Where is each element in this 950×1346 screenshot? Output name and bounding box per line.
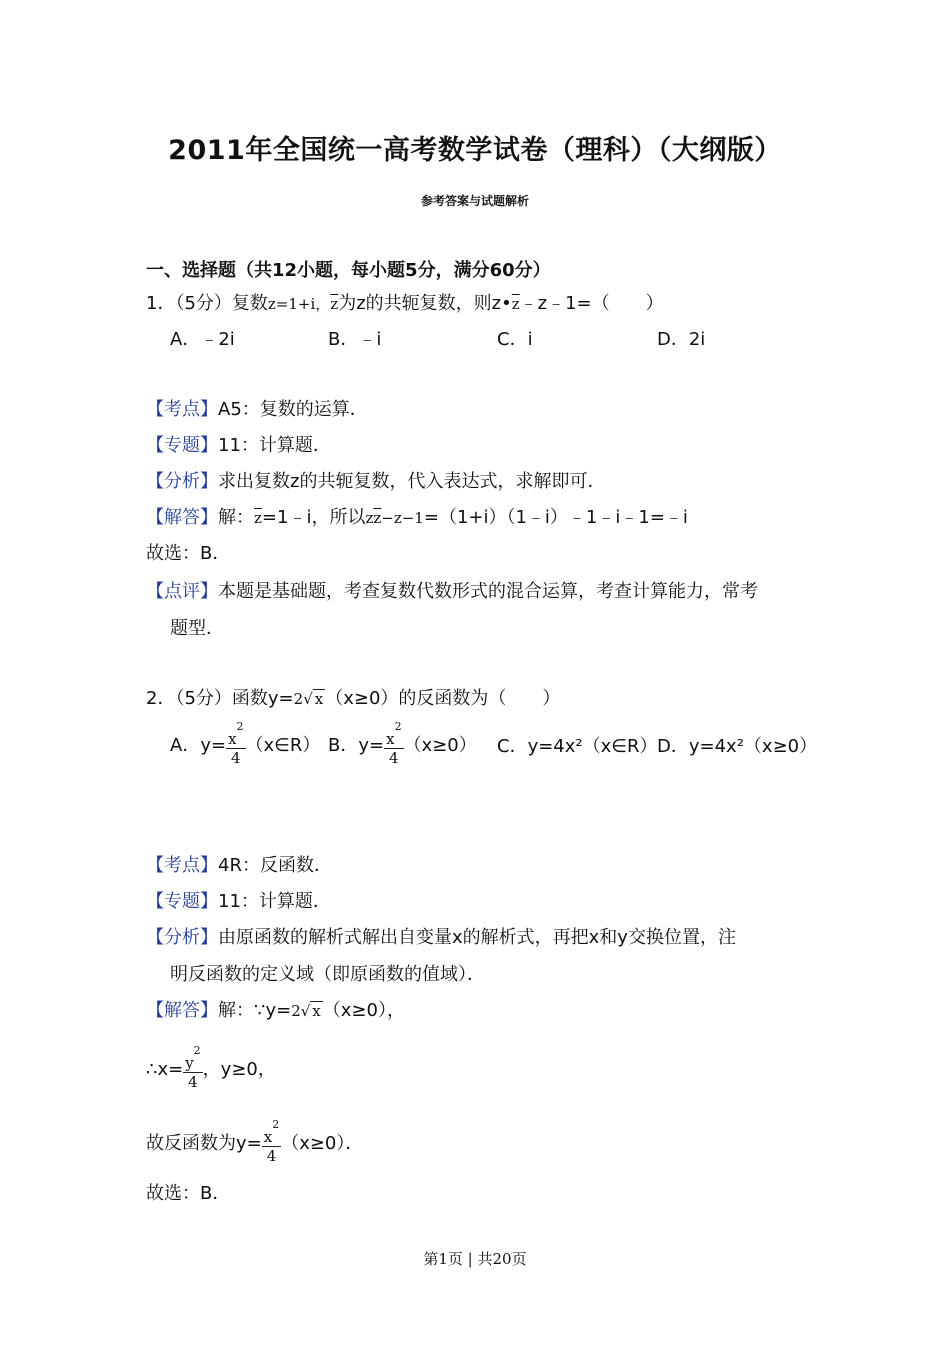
q1-guxuan: 故选：B． [146, 543, 231, 564]
q2-option-c: C．y=4x²（x∈R） [497, 736, 658, 757]
q2-jieda-sqrt: 2√ x [291, 1002, 321, 1020]
q2-stem-a: 2．（5分）函数y= [146, 688, 294, 709]
q2-sqrt: 2√ x [293, 690, 324, 708]
q1-dianping [146, 580, 758, 604]
q2-inverse-num: x [263, 1127, 273, 1146]
q2-option-b-frac [384, 719, 403, 767]
q2-therefore [146, 1043, 276, 1094]
q1-z-def: z=1+i， [267, 295, 331, 313]
q2-zhuanti-text: 11：计算题． [218, 891, 331, 912]
q2-jieda-tag: 【解答】 [146, 1000, 218, 1021]
q2-jieda-radicand: x [312, 1002, 321, 1020]
q2-jieda-coef: 2 [291, 1002, 301, 1020]
q2-fenxi-tag: 【分析】 [146, 927, 218, 948]
q2-guxuan: 故选：B． [146, 1183, 231, 1204]
page-footer: 第1页 | 共20页 [423, 1250, 527, 1268]
q2-jieda-a: 解：∵y= [218, 1000, 292, 1021]
q2-option-d: D．y=4x²（x≥0） [657, 736, 818, 757]
q2-inverse-frac [262, 1117, 281, 1165]
q2-option-b-label: B．y= [328, 735, 385, 756]
q2-inverse-b: （x≥0）． [281, 1133, 364, 1154]
q2-option-a-label: A．y= [170, 735, 227, 756]
q2-option-a-sup: 2 [236, 719, 244, 733]
page-title: 2011年全国统一高考数学试卷（理科）（大纲版） [168, 135, 782, 166]
q1-stem [146, 292, 664, 316]
q2-therefore-a: ∴x= [146, 1059, 184, 1080]
q1-stem-c: ﹣z﹣1=（ ） [519, 293, 664, 314]
q2-fenxi-text-1: 由原函数的解析式解出自变量x的解析式，再把x和y交换位置，注 [218, 927, 736, 948]
q1-fenxi-text: 求出复数z的共轭复数，代入表达式，求解即可． [218, 471, 606, 492]
q2-inverse [146, 1117, 364, 1168]
q2-coef: 2 [293, 690, 304, 708]
q2-option-a [170, 719, 321, 770]
q1-option-b: B．﹣i [328, 329, 382, 350]
q2-kaodian [146, 854, 332, 878]
q2-option-a-den: 4 [231, 748, 241, 767]
q2-option-a-num: x [228, 729, 237, 748]
q1-stem-a: 1．（5分）复数 [146, 293, 268, 314]
q1-fenxi-tag: 【分析】 [146, 471, 218, 492]
q2-inverse-sup: 2 [272, 1117, 280, 1131]
q1-jieda-b: =1﹣i，所以 [261, 507, 366, 528]
q2-option-b-den: 4 [389, 748, 399, 767]
q2-radicand: x [314, 690, 324, 708]
q2-zhuanti [146, 890, 331, 914]
q1-jieda-expr-a: z [365, 509, 374, 527]
q1-option-a: A．﹣2i [170, 329, 235, 350]
page-subtitle: 参考答案与试题解析 [420, 194, 529, 208]
q1-jieda-zbar: $\overline{z}$ [254, 509, 262, 527]
q2-option-b-sup: 2 [394, 719, 402, 733]
q2-therefore-frac [183, 1043, 202, 1091]
q1-jieda [146, 506, 688, 530]
q2-inverse-a: 故反函数为y= [146, 1133, 262, 1154]
q1-zhuanti-tag: 【专题】 [146, 435, 218, 456]
q2-kaodian-text: 4R：反函数． [218, 855, 332, 876]
q2-therefore-b: ，y≥0， [202, 1059, 276, 1080]
q1-stem-b: 为z的共轭复数，则z• [338, 293, 512, 314]
q2-jieda [146, 999, 405, 1023]
q1-dianping-text-2: 题型． [170, 618, 224, 639]
q1-fenxi [146, 470, 605, 494]
section-heading: 一、选择题（共12小题，每小题5分，满分60分） [146, 260, 551, 281]
q2-kaodian-tag: 【考点】 [146, 855, 218, 876]
q1-jieda-expr-b: $\overline{z}$ [373, 509, 382, 527]
q1-dianping-tag: 【点评】 [146, 581, 218, 602]
q1-zbar: $\overline{z}$ [330, 295, 339, 313]
q2-zhuanti-tag: 【专题】 [146, 891, 218, 912]
q1-kaodian-tag: 【考点】 [146, 399, 218, 420]
q2-therefore-den: 4 [188, 1072, 198, 1091]
q1-option-c: C．i [497, 329, 533, 350]
q1-kaodian [146, 398, 368, 422]
q1-zhuanti [146, 434, 331, 458]
q1-jieda-expr-c: −z−1 [381, 509, 424, 527]
q2-therefore-num: y [185, 1053, 194, 1072]
q1-option-d: D．2i [657, 329, 706, 350]
q1-kaodian-text: A5：复数的运算． [218, 399, 368, 420]
q2-therefore-sup: 2 [193, 1043, 201, 1057]
q2-option-b [328, 719, 477, 770]
q2-option-a-domain: （x∈R） [245, 735, 321, 756]
q2-stem [146, 687, 560, 711]
q2-fenxi [146, 926, 736, 950]
q1-jieda-a: 解： [218, 507, 254, 528]
q2-jieda-b: （x≥0）， [322, 1000, 405, 1021]
q1-dianping-text-1: 本题是基础题，考查复数代数形式的混合运算，考查计算能力，常考 [218, 581, 758, 602]
q2-fenxi-text-2: 明反函数的定义域（即原函数的值域）． [170, 964, 485, 985]
q1-zhuanti-text: 11：计算题． [218, 435, 331, 456]
q1-jieda-tag: 【解答】 [146, 507, 218, 528]
q1-jieda-c: =（1+i）（1﹣i）﹣1﹣i﹣1=﹣i [423, 507, 688, 528]
q2-stem-b: （x≥0）的反函数为（ ） [325, 688, 561, 709]
q2-inverse-den: 4 [266, 1146, 277, 1165]
q2-option-b-num: x [386, 729, 395, 748]
q1-zbar-2: $\overline{z}$ [511, 295, 520, 313]
q2-option-a-frac [226, 719, 245, 767]
q2-option-b-domain: （x≥0） [403, 735, 477, 756]
